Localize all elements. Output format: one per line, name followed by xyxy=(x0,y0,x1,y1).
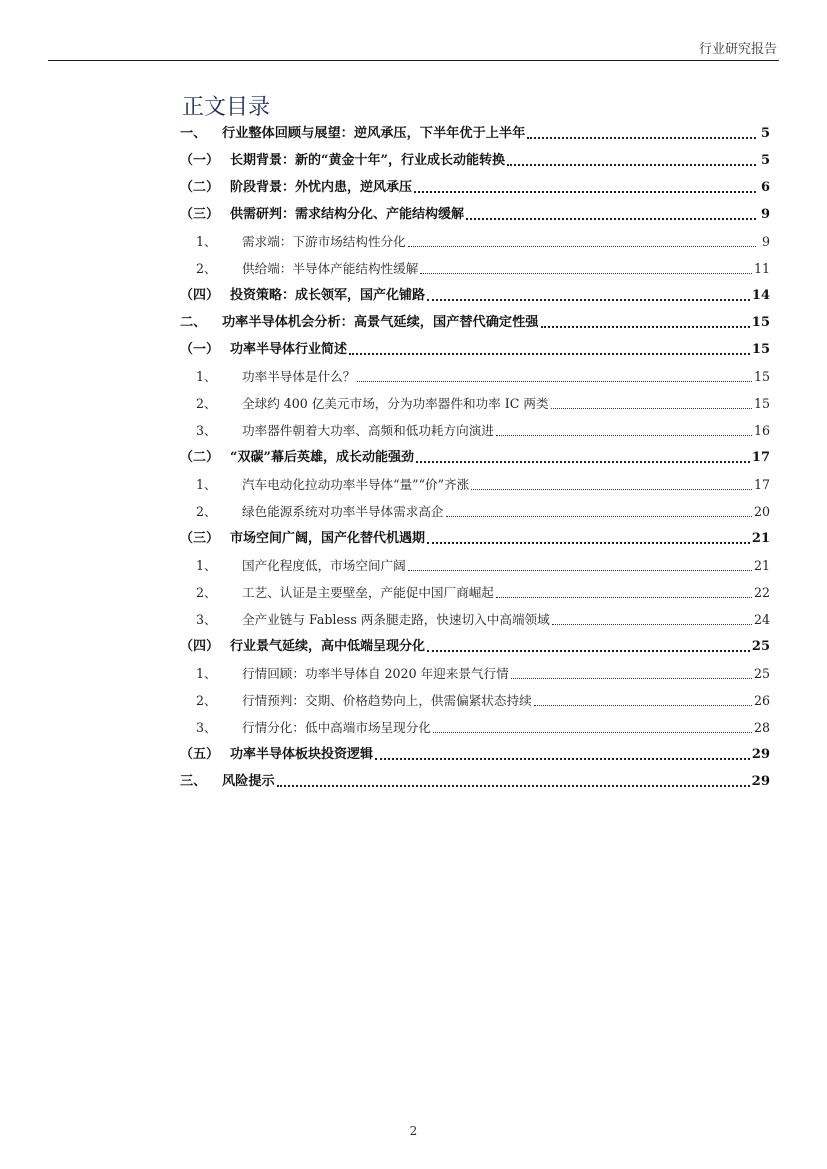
toc-entry[interactable] xyxy=(180,741,770,768)
toc-entry[interactable] xyxy=(180,147,770,174)
toc-entry-page: 28 xyxy=(753,720,770,735)
toc-entry-title: 供给端：半导体产能结构性缓解 xyxy=(242,261,419,276)
toc-entry-number: 3、 xyxy=(196,612,217,627)
toc-entry-number: 1、 xyxy=(196,369,217,384)
toc-entry-page: 21 xyxy=(751,531,770,546)
toc-dot-leader xyxy=(551,400,752,409)
toc-entry[interactable] xyxy=(180,228,770,255)
toc-entry-page: 11 xyxy=(753,261,770,276)
toc-entry-title: 全产业链与 Fabless 两条腿走路，快速切入中高端领域 xyxy=(242,612,550,627)
toc-entry-page: 9 xyxy=(760,207,770,222)
toc-entry-number: （三） xyxy=(180,207,220,222)
toc-entry-title: 阶段背景：外忧内患，逆风承压 xyxy=(230,180,413,195)
toc-entry-page: 29 xyxy=(751,774,770,789)
toc-dot-leader xyxy=(534,697,752,706)
toc-entry-number: （三） xyxy=(180,531,220,546)
toc-entry[interactable] xyxy=(180,336,770,363)
toc-dot-leader xyxy=(427,642,750,652)
toc-entry-number: 1、 xyxy=(196,477,217,492)
toc-entry-page: 25 xyxy=(751,639,770,654)
toc-entry[interactable] xyxy=(180,201,770,228)
toc-entry-page: 17 xyxy=(753,477,770,492)
toc-entry-number: 3、 xyxy=(196,423,217,438)
toc-entry-page: 21 xyxy=(753,558,770,573)
toc-entry-title: 行业景气延续，高中低端呈现分化 xyxy=(230,639,426,654)
toc-entry-title: 汽车电动化拉动功率半导体“量”“价”齐涨 xyxy=(242,477,470,492)
toc-entry-number: 3、 xyxy=(196,720,217,735)
toc-dot-leader xyxy=(416,453,750,463)
toc-dot-leader xyxy=(277,777,750,787)
toc-entry-number: （五） xyxy=(180,747,220,762)
toc-dot-leader xyxy=(408,562,752,571)
toc-entry-page: 24 xyxy=(753,612,770,627)
toc-entry-title: 风险提示 xyxy=(222,774,275,789)
toc-entry-number: （一） xyxy=(180,342,220,357)
toc-entry[interactable] xyxy=(180,606,770,633)
toc-entry-page: 15 xyxy=(751,342,770,357)
toc-entry-number: 2、 xyxy=(196,693,217,708)
toc-entry-number: 2、 xyxy=(196,504,217,519)
toc-dot-leader xyxy=(427,534,750,544)
toc-dot-leader xyxy=(446,508,752,517)
toc-entry-title: 工艺、认证是主要壁垒，产能促中国厂商崛起 xyxy=(242,585,494,600)
toc-entry-title: 行情预判：交期、价格趋势向上，供需偏紧状态持续 xyxy=(242,693,532,708)
toc-entry-title: 国产化程度低，市场空间广阔 xyxy=(242,558,406,573)
toc-entry-title: 功率半导体行业简述 xyxy=(230,342,348,357)
toc-dot-leader xyxy=(511,670,752,679)
toc-entry[interactable] xyxy=(180,687,770,714)
toc-entry-title: 需求端：下游市场结构性分化 xyxy=(242,234,406,249)
toc-entry[interactable] xyxy=(180,255,770,282)
toc-entry-page: 22 xyxy=(753,585,770,600)
toc-entry-number: 一、 xyxy=(180,126,207,141)
toc-entry-title: “双碳”幕后英雄，成长动能强劲 xyxy=(230,450,414,465)
toc-entry[interactable] xyxy=(180,714,770,741)
toc-entry-title: 绿色能源系统对功率半导体需求高企 xyxy=(242,504,444,519)
toc-entry-number: 2、 xyxy=(196,585,217,600)
toc-entry-page: 15 xyxy=(751,315,770,330)
toc-entry-page: 25 xyxy=(753,666,770,681)
toc-entry[interactable] xyxy=(180,174,770,201)
toc-entry-title: 行业整体回顾与展望：逆风承压，下半年优于上半年 xyxy=(222,126,526,141)
toc-entry-page: 15 xyxy=(753,396,770,411)
toc-entry-number: 2、 xyxy=(196,261,217,276)
toc-entry[interactable] xyxy=(180,309,770,336)
toc-entry-number: （四） xyxy=(180,288,220,303)
toc-entry-page: 14 xyxy=(751,288,770,303)
toc-entry-title: 功率器件朝着大功率、高频和低功耗方向演进 xyxy=(242,423,494,438)
toc-dot-leader xyxy=(541,318,750,328)
table-of-contents xyxy=(180,120,770,795)
toc-dot-leader xyxy=(496,427,752,436)
toc-entry-page: 6 xyxy=(760,180,770,195)
header-divider xyxy=(48,60,779,61)
toc-entry-number: 1、 xyxy=(196,558,217,573)
toc-entry[interactable] xyxy=(180,120,770,147)
toc-dot-leader xyxy=(552,616,752,625)
toc-entry[interactable] xyxy=(180,633,770,660)
toc-entry-title: 长期背景：新的“黄金十年”，行业成长动能转换 xyxy=(230,153,505,168)
toc-entry-page: 20 xyxy=(753,504,770,519)
toc-dot-leader xyxy=(507,156,756,166)
toc-entry[interactable] xyxy=(180,552,770,579)
toc-entry-title: 行情回顾：功率半导体自 2020 年迎来景气行情 xyxy=(242,666,509,681)
toc-entry-title: 市场空间广阔，国产化替代机遇期 xyxy=(230,531,426,546)
toc-entry-page: 16 xyxy=(753,423,770,438)
toc-entry-number: （二） xyxy=(180,450,220,465)
toc-entry-number: （二） xyxy=(180,180,220,195)
toc-entry-number: 三、 xyxy=(180,774,207,789)
toc-entry-title: 功率半导体是什么？ xyxy=(242,369,356,384)
toc-entry[interactable] xyxy=(180,660,770,687)
toc-entry-title: 行情分化：低中高端市场呈现分化 xyxy=(242,720,431,735)
toc-dot-leader xyxy=(420,265,752,274)
toc-dot-leader xyxy=(496,589,752,598)
toc-entry-number: 二、 xyxy=(180,315,207,330)
toc-entry-number: 1、 xyxy=(196,666,217,681)
toc-dot-leader xyxy=(414,183,756,193)
toc-dot-leader xyxy=(427,291,750,301)
toc-dot-leader xyxy=(349,345,750,355)
toc-dot-leader xyxy=(433,724,752,733)
toc-entry[interactable] xyxy=(180,471,770,498)
toc-entry-title: 功率半导体机会分析：高景气延续，国产替代确定性强 xyxy=(222,315,539,330)
toc-entry[interactable] xyxy=(180,444,770,471)
toc-title: 正文目录 xyxy=(182,95,271,120)
toc-dot-leader xyxy=(527,129,756,139)
toc-entry-page: 15 xyxy=(753,369,770,384)
toc-entry[interactable] xyxy=(180,525,770,552)
toc-entry-title: 功率半导体板块投资逻辑 xyxy=(230,747,374,762)
toc-entry[interactable] xyxy=(180,498,770,525)
toc-entry[interactable] xyxy=(180,390,770,417)
toc-entry-number: 2、 xyxy=(196,396,217,411)
toc-dot-leader xyxy=(471,481,752,490)
toc-entry[interactable] xyxy=(180,363,770,390)
toc-dot-leader xyxy=(357,373,752,382)
toc-entry[interactable] xyxy=(180,282,770,309)
toc-entry-page: 17 xyxy=(751,450,770,465)
toc-entry[interactable] xyxy=(180,579,770,606)
toc-entry-page: 29 xyxy=(751,747,770,762)
toc-entry-page: 5 xyxy=(760,153,770,168)
toc-dot-leader xyxy=(466,210,756,220)
toc-entry[interactable] xyxy=(180,417,770,444)
toc-entry-number: （四） xyxy=(180,639,220,654)
toc-entry-page: 5 xyxy=(760,126,770,141)
page-number: 2 xyxy=(409,1124,418,1138)
toc-entry-number: （一） xyxy=(180,153,220,168)
toc-dot-leader xyxy=(375,750,750,760)
toc-entry-page: 26 xyxy=(753,693,770,708)
toc-entry-number: 1、 xyxy=(196,234,217,249)
header-label: 行业研究报告 xyxy=(698,42,777,57)
toc-entry-title: 供需研判：需求结构分化、产能结构缓解 xyxy=(230,207,465,222)
toc-entry-title: 全球约 400 亿美元市场，分为功率器件和功率 IC 两类 xyxy=(242,396,549,411)
toc-dot-leader xyxy=(408,238,756,247)
toc-entry-page: 9 xyxy=(761,234,770,249)
toc-entry-title: 投资策略：成长领军，国产化铺路 xyxy=(230,288,426,303)
toc-entry[interactable] xyxy=(180,768,770,795)
